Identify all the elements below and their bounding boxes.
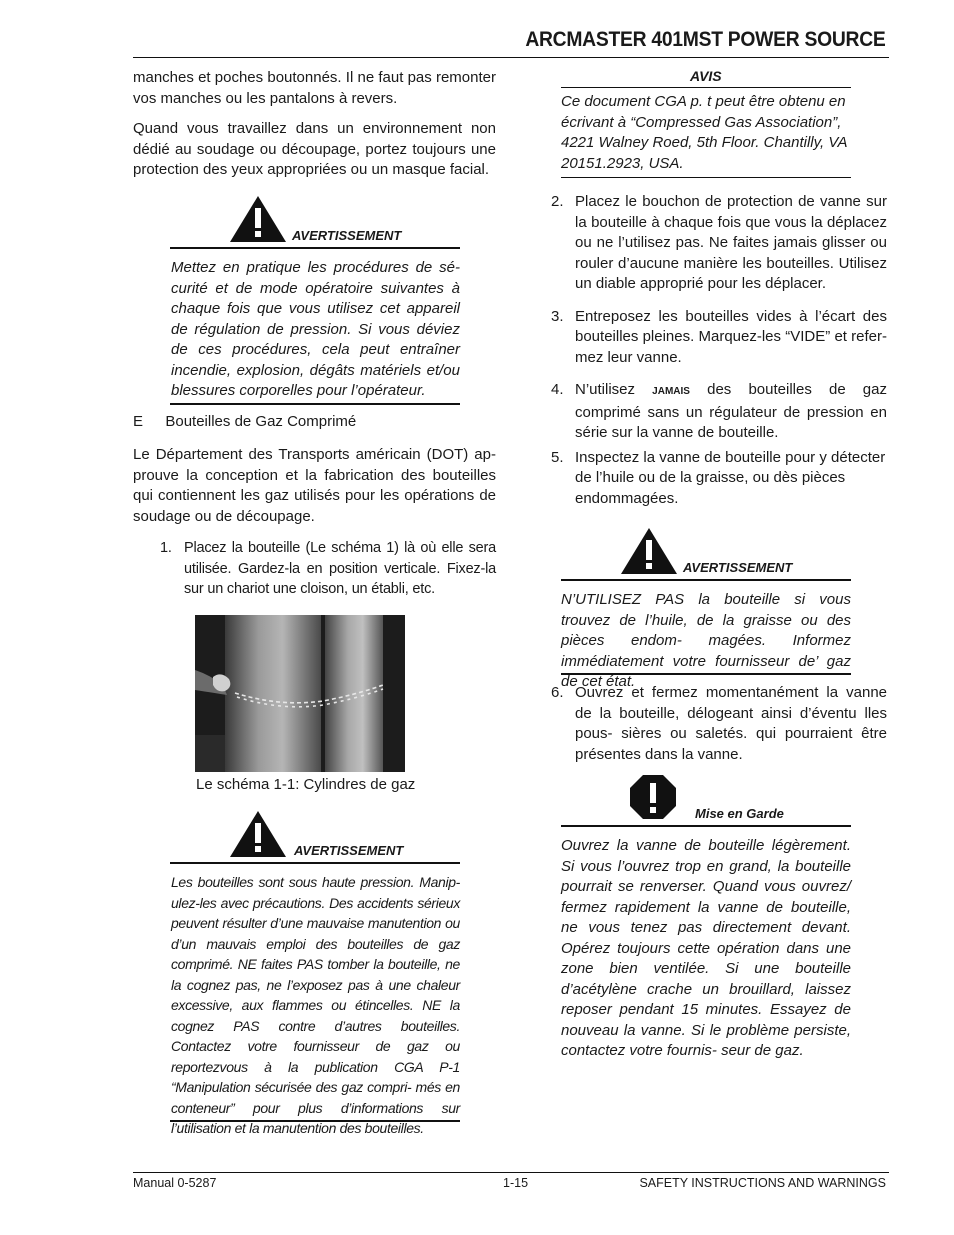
warning-bottom-rule: [170, 403, 460, 405]
warning-triangle-icon: [228, 809, 288, 859]
list-item: 6. Ouvrez et fermez momentanément la vanne de la bouteille, délogeant ainsi d’éventu lles pous- sières ou saletés. qui pourraient être présentes dans la vanne.: [551, 684, 887, 763]
notice-label: AVIS: [690, 68, 722, 84]
caution-rule: [561, 825, 851, 827]
warning-bottom-rule: [561, 673, 851, 675]
paragraph-clothing: manches et poches boutonnés. Il ne faut pas remonter vos manches ou les pantalons à revers.: [133, 69, 496, 107]
list-item: 3. Entreposez les bouteilles vides à l’écart des bouteilles pleines. Marquez-les “VIDE” et refer- mez leur vanne.: [551, 307, 887, 366]
list-item: 4. N’utilisez JAMAIS des bouteilles de gaz comprimé sans un régulateur de pression en série sur la vanne de bouteille.: [551, 381, 887, 441]
warning-text-procedures: Mettez en pratique les procédures de sé- curité et de mode opératoire suivantes à chaque fois que vous utilisez cet appareil de régulation de pression. Si vous déviez de ces procédures, cela peut entraîner incendie, explosion, dégâts matériels et/ou blessures corporelles pour l’opérateur.: [171, 259, 460, 399]
list-item: 5. Inspectez la vanne de bouteille pour y détecter de l’huile ou de la graisse, ou dès pièces endommagées.: [551, 448, 886, 507]
warning-header-2: [170, 809, 460, 867]
warning-label: AVERTISSEMENT: [292, 228, 402, 243]
emphasis-jamais: JAMAIS: [652, 386, 690, 397]
caution-octagon-icon: [629, 774, 677, 820]
warning-triangle-icon: [228, 194, 288, 244]
page-header-title: ARCMASTER 401MST POWER SOURCE: [525, 28, 886, 51]
footer-rule: [133, 1172, 889, 1173]
notice-bottom-rule: [561, 177, 851, 178]
warning-rule: [561, 579, 851, 581]
paragraph-dot: Le Département des Transports américain (DOT) ap- prouve la conception et la fabrication des bouteilles qui contiennent les gaz utilisés pour les opérations de soudage ou de découpage.: [133, 446, 496, 525]
list-item: 2. Placez le bouchon de protection de vanne sur la bouteille à chaque fois que vous la déplacez ou ne l’utilisez pas. Ne faites jamais glisser ou rouler d’aucune manière les bouteilles. Utilisez un diable approprié pour les déplacer.: [551, 193, 887, 292]
warning-label: AVERTISSEMENT: [683, 560, 793, 575]
caution-label: Mise en Garde: [695, 806, 784, 821]
footer-page-number: 1-15: [503, 1176, 529, 1190]
notice-text: Ce document CGA p. t peut être obtenu en écrivant à “Compressed Gas Association”, 4221 Walney Roed, 5th Floor. Chantilly, VA 20151.2923, USA.: [561, 93, 847, 172]
warning-rule: [170, 247, 460, 249]
section-letter: E: [133, 413, 144, 430]
warning-text-high-pressure: Les bouteilles sont sous haute pression. Manip- ulez-les avec précautions. Des accidents sérieux peuvent résulter d’une mauvaise manutention ou d’un mauvais emploi des bouteilles de gaz comprimé. NE faites PAS tomber la bouteille, ne la cognez pas, ne l’exposez pas à une chaleur excessive, aux flammes ou étincelles. NE la cognez PAS contre d’autres bouteilles. Contactez votre fournisseur de gaz ou reportezvous à la publication CGA P-1 “Manipulation sécurisée des gaz compri- més en conteneur” pour plus d’informations sur l’utilisation et la manutention des bouteilles.: [171, 874, 460, 1136]
footer-section-title: SAFETY INSTRUCTIONS AND WARNINGS: [639, 1176, 886, 1190]
warning-text-oil: N’UTILISEZ PAS la bouteille si vous trouvez de l’huile, de la graisse ou des pièces endom- magées. Informez immédiatement votre fournisseur de’ gaz de cet état.: [561, 591, 851, 690]
warning-header-1: [170, 194, 460, 252]
header-rule: [133, 57, 889, 58]
caution-header: [561, 774, 851, 830]
warning-bottom-rule: [170, 1120, 460, 1122]
item-text: Placez la bouteille (Le schéma 1) là où elle sera utilisée. Gardez-la en position verticale. Fixez-la sur un chariot une cloison, un établi, etc.: [184, 540, 496, 597]
warning-rule: [170, 862, 460, 864]
paragraph-eye-protection: Quand vous travaillez dans un environnement non dédié au soudage ou découpage, portez toujours une protection des yeux appropriées ou un masque facial.: [133, 120, 496, 178]
left-column: [133, 68, 496, 181]
item-number: 1.: [160, 540, 172, 556]
gas-cylinders-photo: [195, 615, 405, 772]
list-item: [160, 538, 496, 612]
numbered-list: [551, 192, 887, 521]
warning-header-3: [561, 526, 851, 584]
caution-text: Ouvrez la vanne de bouteille légèrement. Si vous l’ouvrez trop en grand, la bouteille pourrait se renverser. Quand vous ouvrez/ fermez rapidement la vanne de bouteille, ne vous tenez pas directement devant. Opérez toujours cette opération dans une zone bien ventilée. Si une bouteille d’acétylène crache un brouillard, laissez reposer pendant 15 minutes. Essayez de nouveau la vanne. Si le problème persiste, contactez votre fournis- seur de gaz.: [561, 837, 851, 1059]
figure-caption: Le schéma 1-1: Cylindres de gaz: [196, 776, 416, 793]
notice-rule: [561, 87, 851, 88]
warning-triangle-icon: [619, 526, 679, 576]
footer-manual-number: Manual 0-5287: [133, 1176, 217, 1190]
warning-label: AVERTISSEMENT: [294, 843, 404, 858]
section-heading: [133, 412, 496, 433]
section-title: Bouteilles de Gaz Comprimé: [165, 413, 357, 430]
